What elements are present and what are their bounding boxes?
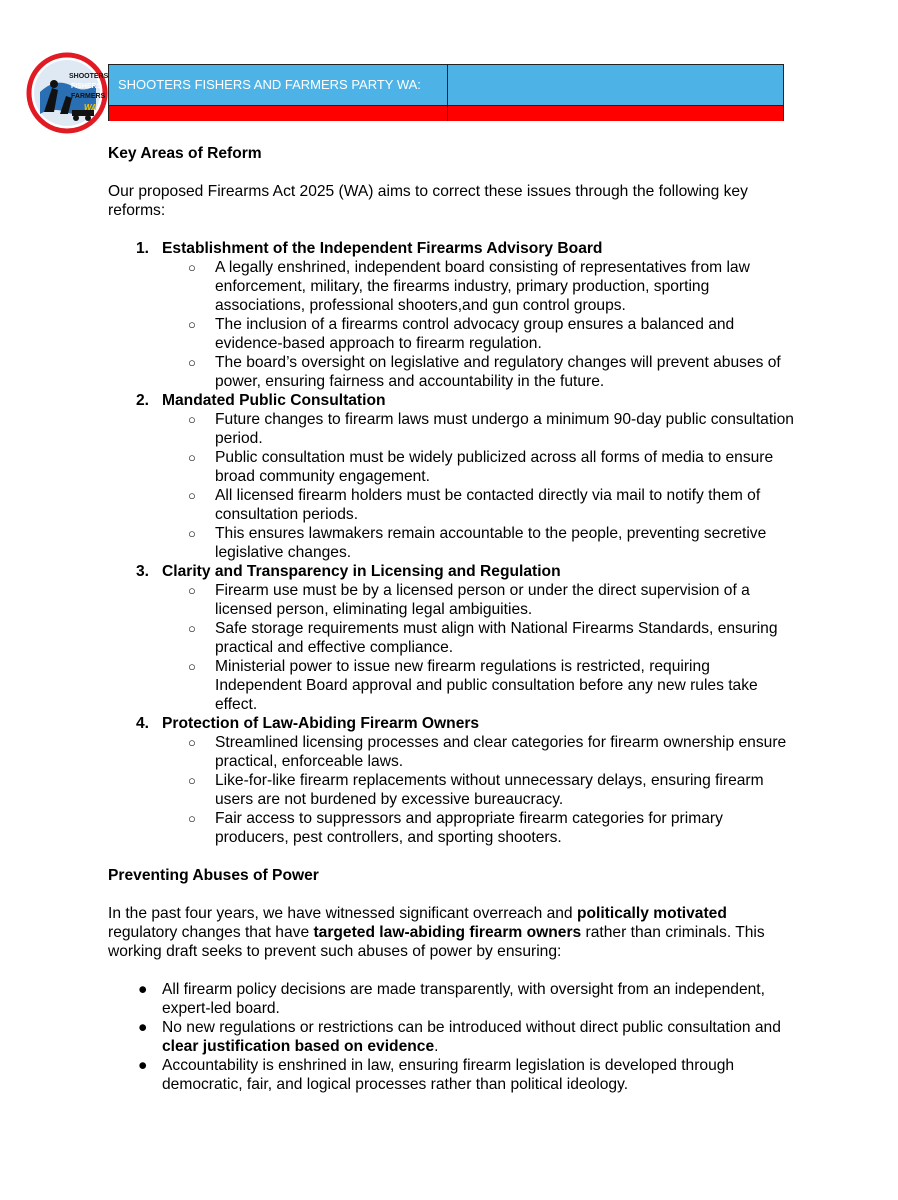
- abuses-bullet-text: All firearm policy decisions are made transparently, with oversight from an independent, expert-led board.: [162, 981, 765, 1017]
- abuses-bullet-bold: clear justification based on evidence: [162, 1038, 435, 1055]
- section-heading-reform: Key Areas of Reform: [108, 145, 262, 162]
- abuses-bullet: ● No new regulations or restrictions can be introduced without direct public consultation and clear justification based on evidence.: [138, 1019, 781, 1055]
- reform-sublist: [162, 733, 798, 847]
- reform-point: ○ The board’s oversight on legislative and regulatory changes will prevent abuses of power, ensuring fairness and accountability in the future.: [188, 354, 781, 390]
- reform-point: ○ Like-for-like firearm replacements without unnecessary delays, ensuring firearm users are not burdened by excessive bureaucracy.: [188, 772, 764, 808]
- section-heading-abuses: Preventing Abuses of Power: [108, 867, 319, 884]
- header-title: SHOOTERS FISHERS AND FARMERS PARTY WA:: [109, 65, 448, 105]
- header-red-cell-left: [109, 106, 448, 121]
- reform-point: ○ Safe storage requirements must align with National Firearms Standards, ensuring practical and effective compliance.: [188, 620, 778, 656]
- logo-line-1: SHOOTERS: [69, 73, 108, 80]
- reform-point-text: All licensed firearm holders must be contacted directly via mail to notify them of consultation periods.: [215, 487, 761, 523]
- reform-point-text: Fair access to suppressors and appropriate firearm categories for primary producers, pest controllers, and sporting shooters.: [215, 810, 723, 846]
- reform-point-text: Future changes to firearm laws must undergo a minimum 90-day public consultation period.: [215, 411, 794, 447]
- reform-point: ○ This ensures lawmakers remain accountable to the people, preventing secretive legislative changes.: [188, 525, 767, 561]
- reform-sublist: [162, 258, 798, 391]
- header-row-red: [109, 105, 783, 121]
- reform-item: [108, 391, 798, 562]
- party-logo: [26, 52, 108, 134]
- logo-line-4: WA: [84, 103, 97, 112]
- reform-item-title: Protection of Law-Abiding Firearm Owners: [162, 715, 480, 732]
- reform-point: ○ Ministerial power to issue new firearm regulations is restricted, requiring Independent Board approval and public consultation before any new rules take effect.: [188, 658, 758, 713]
- reform-sublist: [162, 581, 798, 714]
- reform-point-text: This ensures lawmakers remain accountable to the people, preventing secretive legislative changes.: [215, 525, 767, 561]
- abuses-text-3: rather than criminals. This working draft seeks to prevent such abuses of power by ensuring:: [108, 924, 765, 960]
- reform-point: ○ Future changes to firearm laws must undergo a minimum 90-day public consultation period.: [188, 411, 794, 447]
- abuses-bold-1: politically motivated: [576, 905, 727, 922]
- header-red-cell-right: [448, 106, 783, 121]
- abuses-bullet-text: Accountability is enshrined in law, ensuring firearm legislation is developed through democratic, fair, and logical processes rather than political ideology.: [162, 1057, 735, 1093]
- reform-point-text: Streamlined licensing processes and clear categories for firearm ownership ensure practical, enforceable laws.: [215, 734, 787, 770]
- abuses-bullet-text: No new regulations or restrictions can be introduced without direct public consultation and: [162, 1019, 781, 1036]
- logo-line-3: FARMERS: [71, 93, 106, 100]
- abuses-paragraph: [108, 904, 798, 961]
- header-table: [108, 64, 784, 121]
- abuses-text-2: regulatory changes that have: [108, 924, 314, 941]
- document-body: [108, 144, 798, 1094]
- reform-item: [108, 714, 798, 847]
- reform-item-number: 1.: [136, 240, 150, 257]
- reform-point: ○ All licensed firearm holders must be contacted directly via mail to notify them of consultation periods.: [188, 487, 761, 523]
- reform-point-text: Public consultation must be widely publicized across all forms of media to ensure broad community engagement.: [215, 449, 774, 485]
- reform-item-title: Clarity and Transparency in Licensing and Regulation: [162, 563, 561, 580]
- header-cell-blank: [448, 65, 783, 105]
- header-row-blue: [109, 65, 783, 105]
- reform-point: ○ Public consultation must be widely publicized across all forms of media to ensure broad community engagement.: [188, 449, 774, 485]
- reform-point-text: A legally enshrined, independent board consisting of representatives from law enforcement, military, the firearms industry, primary production, sporting associations, professional shooters,and gun control groups.: [215, 259, 750, 314]
- reform-point-text: The inclusion of a firearms control advocacy group ensures a balanced and evidence-based approach to firearm regulation.: [215, 316, 735, 352]
- reform-item-number: 4.: [136, 715, 150, 732]
- reform-point: ○ A legally enshrined, independent board consisting of representatives from law enforcement, military, the firearms industry, primary production, sporting associations, professional shooters,and gun control groups.: [188, 259, 750, 314]
- reform-item-title: Establishment of the Independent Firearms Advisory Board: [162, 240, 603, 257]
- abuses-bullet: ● Accountability is enshrined in law, ensuring firearm legislation is developed through democratic, fair, and logical processes rather than political ideology.: [138, 1057, 735, 1093]
- reform-item: [108, 562, 798, 714]
- reform-sublist: [162, 410, 798, 562]
- reform-item-number: 2.: [136, 392, 150, 409]
- reform-point-text: Like-for-like firearm replacements without unnecessary delays, ensuring firearm users are not burdened by excessive bureaucracy.: [215, 772, 764, 808]
- reform-item-number: 3.: [136, 563, 150, 580]
- logo-line-2: FISHERS: [71, 83, 102, 90]
- reform-point: ○ Fair access to suppressors and appropriate firearm categories for primary producers, pest controllers, and sporting shooters.: [188, 810, 723, 846]
- reform-intro: Our proposed Firearms Act 2025 (WA) aims to correct these issues through the following key reforms:: [108, 183, 748, 219]
- reform-point: ○ Firearm use must be by a licensed person or under the direct supervision of a licensed person, eliminating legal ambiguities.: [188, 582, 750, 618]
- reform-list: [108, 239, 798, 847]
- reform-point-text: Ministerial power to issue new firearm regulations is restricted, requiring Independent Board approval and public consultation before any new rules take effect.: [215, 658, 758, 713]
- reform-point: ○ Streamlined licensing processes and clear categories for firearm ownership ensure practical, enforceable laws.: [188, 734, 787, 770]
- abuses-text-1: In the past four years, we have witnessed significant overreach and: [108, 905, 577, 922]
- abuses-bullet-text-end: .: [434, 1038, 439, 1055]
- abuses-bold-2: targeted law-abiding firearm owners: [313, 924, 582, 941]
- reform-point-text: Firearm use must be by a licensed person or under the direct supervision of a licensed person, eliminating legal ambiguities.: [215, 582, 750, 618]
- reform-point: ○ The inclusion of a firearms control advocacy group ensures a balanced and evidence-based approach to firearm regulation.: [188, 316, 735, 352]
- reform-point-text: Safe storage requirements must align with National Firearms Standards, ensuring practical and effective compliance.: [215, 620, 778, 656]
- reform-item-title: Mandated Public Consultation: [162, 392, 386, 409]
- sffp-wa-logo-icon: [26, 52, 108, 134]
- abuses-bullet: ● All firearm policy decisions are made transparently, with oversight from an independent, expert-led board.: [138, 981, 765, 1017]
- reform-point-text: The board’s oversight on legislative and regulatory changes will prevent abuses of power, ensuring fairness and accountability in the future.: [215, 354, 781, 390]
- abuses-bullet-list: [108, 980, 798, 1094]
- reform-item: [108, 239, 798, 391]
